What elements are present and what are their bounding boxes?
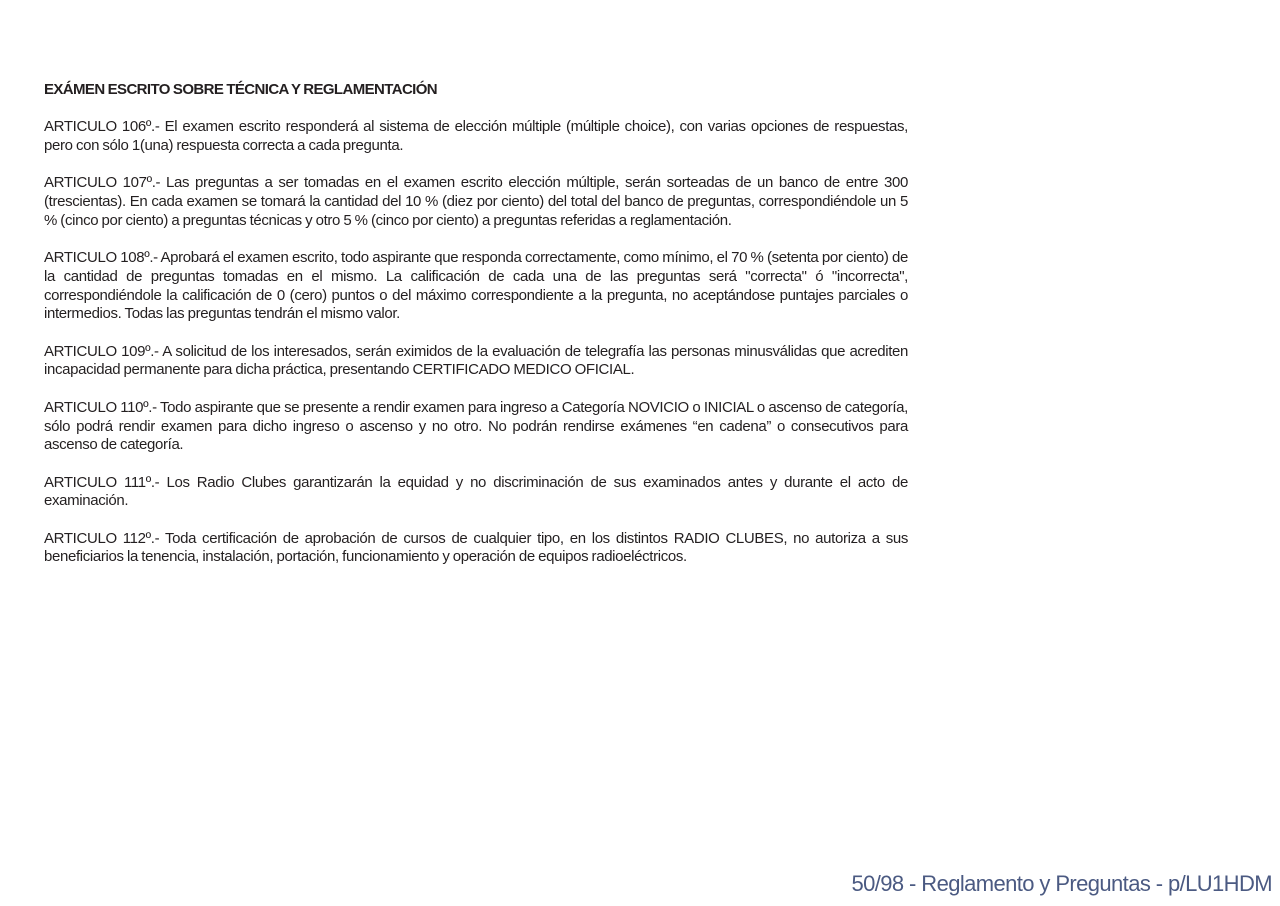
article-106: ARTICULO 106º.- El examen escrito responderá al sistema de elección múltiple (múltiple choice), con varias opciones de respuestas, pero con sólo 1(una) respuesta correcta a cada pregunta. [44, 118, 908, 155]
article-110: ARTICULO 110º.- Todo aspirante que se presente a rendir examen para ingreso a Categoría NOVICIO o INICIAL o ascenso de categoría, sólo podrá rendir examen para dicho ingreso o ascenso y no otro. No podrán rendirse exámenes “en cadena” o consecutivos para ascenso de categoría. [44, 398, 908, 454]
article-107: ARTICULO 107º.- Las preguntas a ser tomadas en el examen escrito elección múltiple, serán sorteadas de un banco de entre 300 (trescientas). En cada examen se tomará la cantidad del 10 % (diez por ciento) del total del banco de preguntas, correspondiéndole un 5 % (cinco por ciento) a preguntas técnicas y otro 5 % (cinco por ciento) a preguntas referidas a reglamentación. [44, 174, 908, 229]
page-footer: 50/98 - Reglamento y Preguntas - p/LU1HDM [851, 871, 1272, 896]
section-heading: EXÁMEN ESCRITO SOBRE TÉCNICA Y REGLAMENTACIÓN [44, 81, 438, 98]
article-109: ARTICULO 109º.- A solicitud de los interesados, serán eximidos de la evaluación de telegrafía las personas minusválidas que acrediten incapacidad permanente para dicha práctica, presentando CERTIFICADO MEDICO OFICIAL. [44, 342, 908, 379]
article-112: ARTICULO 112º.- Toda certificación de aprobación de cursos de cualquier tipo, en los distintos RADIO CLUBES, no autoriza a sus beneficiarios la tenencia, instalación, portación, funcionamiento y operación de equipos radioeléctricos. [44, 529, 908, 566]
article-108: ARTICULO 108º.- Aprobará el examen escrito, todo aspirante que responda correctamente, como mínimo, el 70 % (setenta por ciento) de la cantidad de preguntas tomadas en el mismo. La calificación de cada una de las preguntas será "correcta" ó "incorrecta", correspondiéndole la calificación de 0 (cero) puntos o del máximo correspondiente a la pregunta, no aceptándose puntajes parciales o intermedios. Todas las preguntas tendrán el mismo valor. [44, 249, 908, 323]
document-body [44, 81, 908, 586]
article-111: ARTICULO 111º.- Los Radio Clubes garantizarán la equidad y no discriminación de sus examinados antes y durante el acto de examinación. [44, 473, 908, 510]
